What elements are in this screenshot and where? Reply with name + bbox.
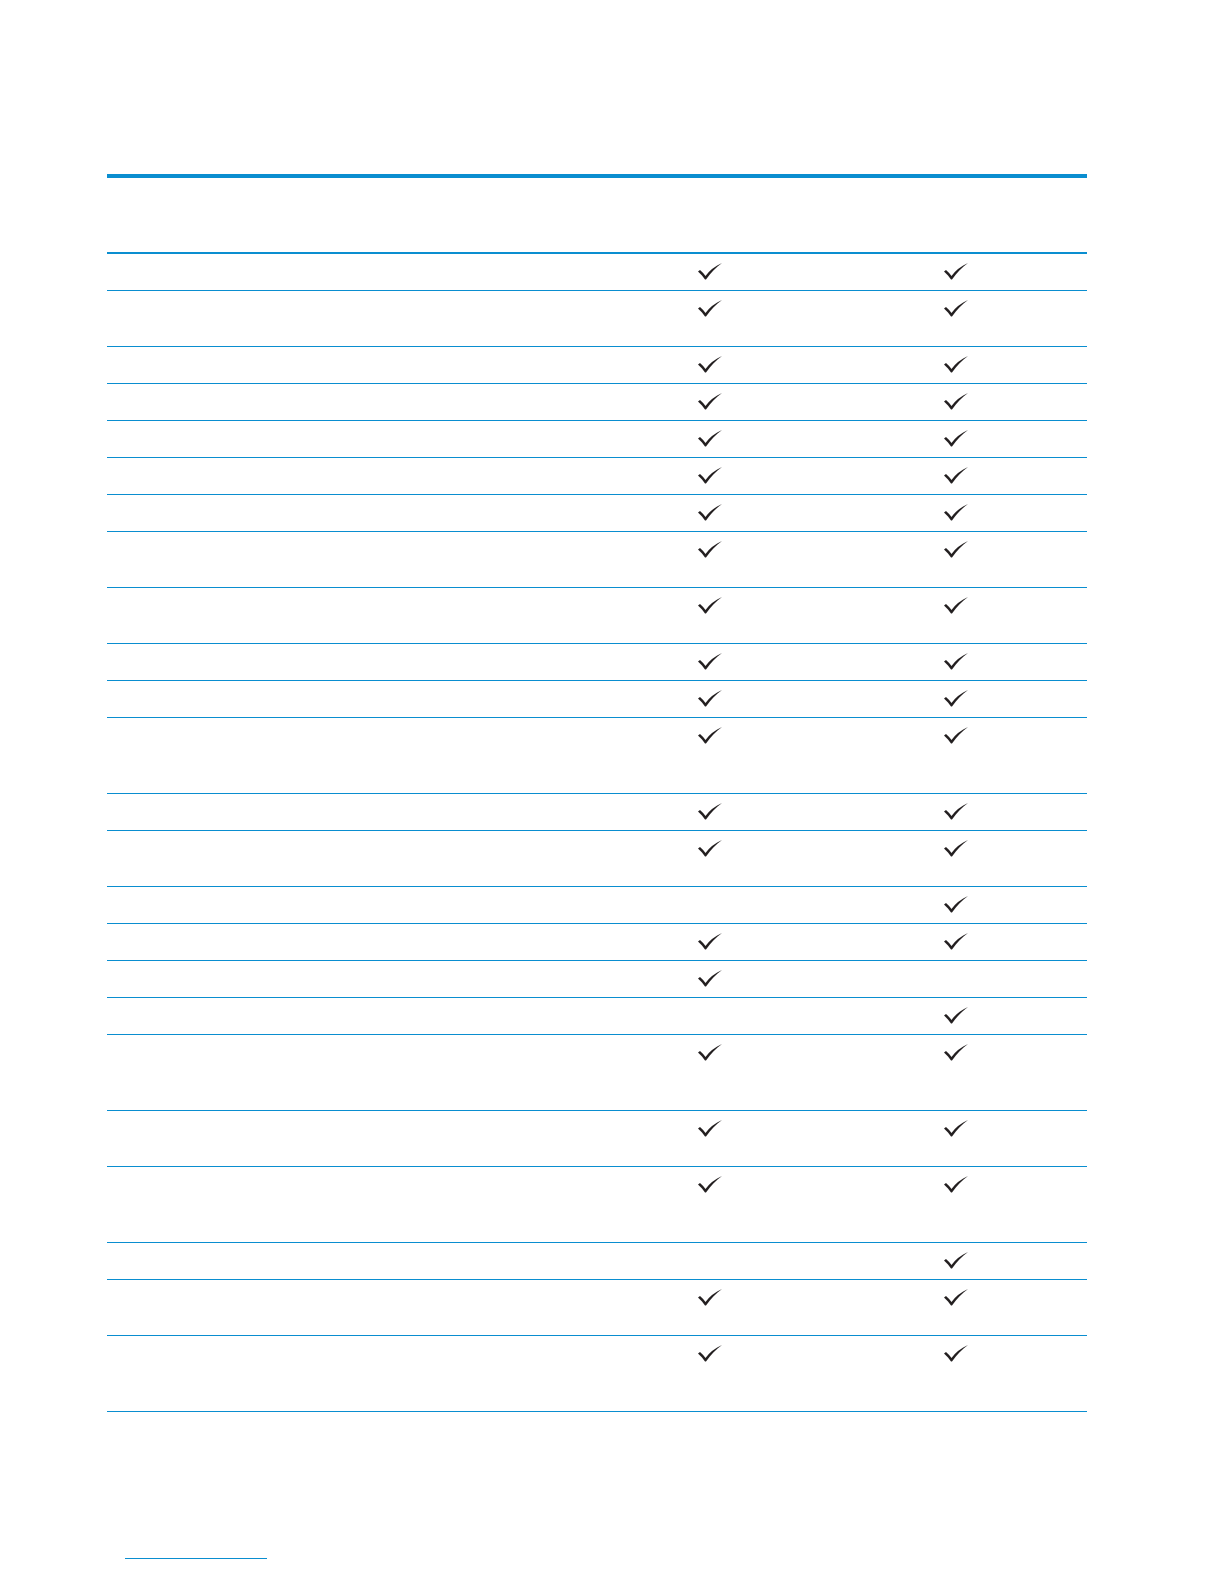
table-row	[107, 588, 1087, 644]
checkmark-icon	[943, 503, 969, 521]
checkmark-icon	[943, 262, 969, 280]
checkmark-icon	[943, 802, 969, 820]
table-row	[107, 495, 1087, 532]
table-row	[107, 291, 1087, 347]
table-row	[107, 421, 1087, 458]
table-row	[107, 1035, 1087, 1111]
table-row	[107, 998, 1087, 1035]
table-row	[107, 1280, 1087, 1336]
checkmark-icon	[697, 355, 723, 373]
checkmark-icon	[697, 802, 723, 820]
checkmark-icon	[943, 839, 969, 857]
checkmark-icon	[943, 1006, 969, 1024]
checkmark-icon	[943, 392, 969, 410]
table-row	[107, 1243, 1087, 1280]
feature-table-body	[107, 254, 1087, 1412]
table-row	[107, 1336, 1087, 1412]
table-row	[107, 681, 1087, 718]
checkmark-icon	[943, 1251, 969, 1269]
checkmark-icon	[943, 932, 969, 950]
checkmark-icon	[697, 429, 723, 447]
checkmark-icon	[697, 1344, 723, 1362]
checkmark-icon	[943, 466, 969, 484]
table-row	[107, 887, 1087, 924]
table-row	[107, 961, 1087, 998]
checkmark-icon	[943, 540, 969, 558]
checkmark-icon	[697, 969, 723, 987]
checkmark-icon	[697, 932, 723, 950]
checkmark-icon	[943, 1043, 969, 1061]
checkmark-icon	[943, 429, 969, 447]
checkmark-icon	[943, 689, 969, 707]
checkmark-icon	[697, 689, 723, 707]
checkmark-icon	[697, 262, 723, 280]
table-header	[107, 178, 1087, 252]
table-row	[107, 718, 1087, 794]
table-row	[107, 794, 1087, 831]
table-row	[107, 384, 1087, 421]
table-row	[107, 458, 1087, 495]
checkmark-icon	[697, 652, 723, 670]
checkmark-icon	[697, 1043, 723, 1061]
checkmark-icon	[697, 1288, 723, 1306]
checkmark-icon	[943, 1288, 969, 1306]
checkmark-icon	[697, 1175, 723, 1193]
checkmark-icon	[943, 652, 969, 670]
checkmark-icon	[697, 596, 723, 614]
checkmark-icon	[943, 1175, 969, 1193]
table-row	[107, 1111, 1087, 1167]
checkmark-icon	[697, 392, 723, 410]
checkmark-icon	[697, 466, 723, 484]
table-row	[107, 1167, 1087, 1243]
checkmark-icon	[943, 1344, 969, 1362]
footer-link[interactable]	[125, 1558, 267, 1559]
checkmark-icon	[943, 299, 969, 317]
checkmark-icon	[943, 726, 969, 744]
checkmark-icon	[943, 596, 969, 614]
table-row	[107, 924, 1087, 961]
checkmark-icon	[943, 1119, 969, 1137]
checkmark-icon	[697, 540, 723, 558]
table-row	[107, 532, 1087, 588]
table-row	[107, 644, 1087, 681]
table-row	[107, 254, 1087, 291]
checkmark-icon	[697, 839, 723, 857]
checkmark-icon	[697, 1119, 723, 1137]
checkmark-icon	[697, 503, 723, 521]
table-row	[107, 347, 1087, 384]
checkmark-icon	[943, 895, 969, 913]
checkmark-icon	[943, 355, 969, 373]
checkmark-icon	[697, 299, 723, 317]
checkmark-icon	[697, 726, 723, 744]
table-row	[107, 831, 1087, 887]
